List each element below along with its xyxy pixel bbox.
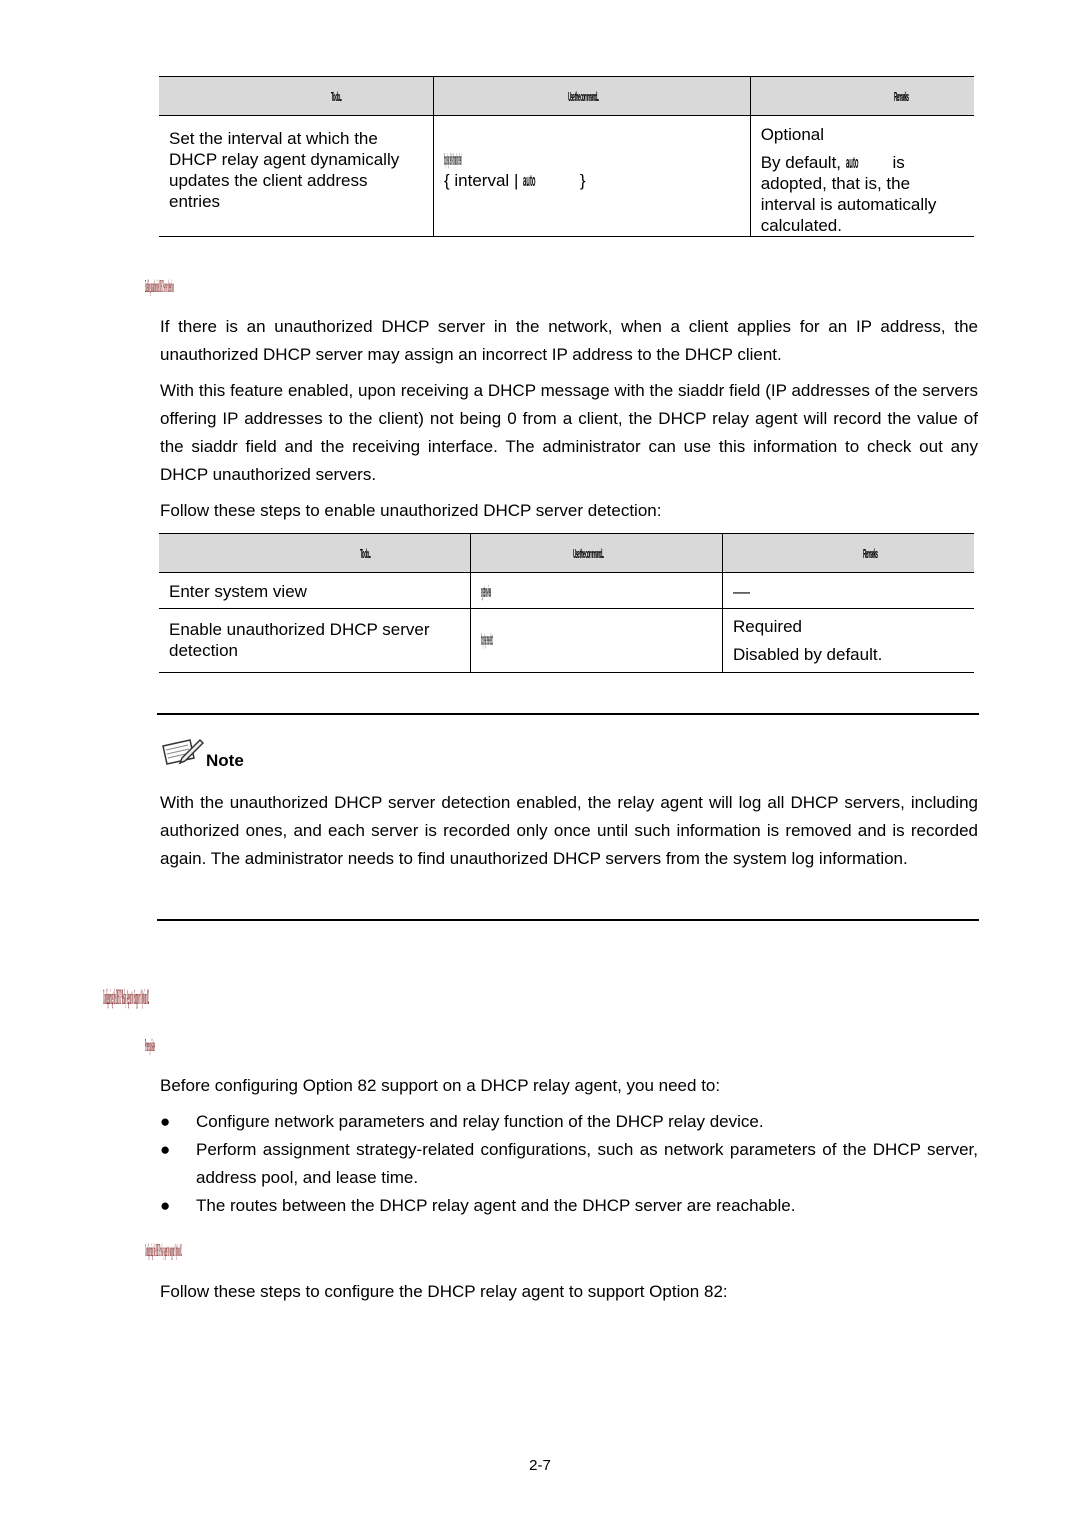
todo-cell: Set the interval at which the DHCP relay agent dynamically updates the client address entries: [169, 129, 400, 211]
paragraph: If there is an unauthorized DHCP server in the network, when a client applies for an IP address, the unauthorized DHCP server may assign an incorrect IP address to the DHCP client.: [160, 317, 978, 364]
command-table-detection: [159, 533, 974, 673]
section-heading-option82: Configuring the DHCP Relay Agent to Support Option 82: [103, 984, 150, 1009]
table-header-command: Use the command...: [471, 534, 723, 573]
subheading-configuring-option82: Configuring the DHCP relay agent to support Option 82: [145, 1240, 182, 1260]
paragraph: Before configuring Option 82 support on a DHCP relay agent, you need to:: [160, 1076, 721, 1095]
table-row: Set the interval at which the DHCP relay agent dynamically updates the client address entries dhcp relay client-information refresh { interval | auto } Optional By default, auto is adopted, that is, the interval is automatically calculated.: [159, 116, 974, 237]
command-table-refresh: [159, 76, 974, 237]
table-header-remarks: Remarks: [750, 77, 974, 116]
command-cell: system-view: [481, 582, 492, 601]
table-header-remarks: Remarks: [723, 534, 975, 573]
note-icon: [160, 736, 204, 775]
note-label: Note: [206, 751, 244, 770]
paragraph: Follow these steps to configure the DHCP relay agent to support Option 82:: [160, 1282, 728, 1301]
command-cell: dhcp relay server-detect: [481, 630, 493, 649]
subheading-prerequisites: Prerequisites: [145, 1035, 156, 1055]
note-text: With the unauthorized DHCP server detection enabled, the relay agent will log all DHCP servers, including authorized ones, and each server is recorded only once until such information is removed and is recorded again. The administrator needs to find unauthorized DHCP servers from the system log information.: [160, 793, 978, 868]
note-bottom-rule: [157, 919, 979, 921]
table-row: Enable unauthorized DHCP server detection dhcp relay server-detect Required Disabled by default.: [159, 609, 974, 673]
page-number: 2-7: [529, 1457, 551, 1474]
paragraph: With this feature enabled, upon receiving a DHCP message with the siaddr field (IP addresses of the servers offering IP addresses to the client) not being 0 from a client, the DHCP relay agent will record the value of the siaddr field and the receiving interface. The administrator can use this information to check out any DHCP unauthorized servers.: [160, 381, 978, 484]
paragraph: Follow these steps to enable unauthorized DHCP server detection:: [160, 501, 662, 520]
table-row: Enter system view system-view —: [159, 573, 974, 609]
table-header-command: Use the command...: [434, 77, 751, 116]
command-cell: dhcp relay client-information refresh: [444, 150, 462, 169]
table-header-todo: To do...: [159, 77, 434, 116]
section-heading-detection: Enabling unauthorized DHCP server detection: [145, 276, 174, 296]
table-header-todo: To do...: [159, 534, 471, 573]
note-top-rule: [157, 713, 979, 715]
